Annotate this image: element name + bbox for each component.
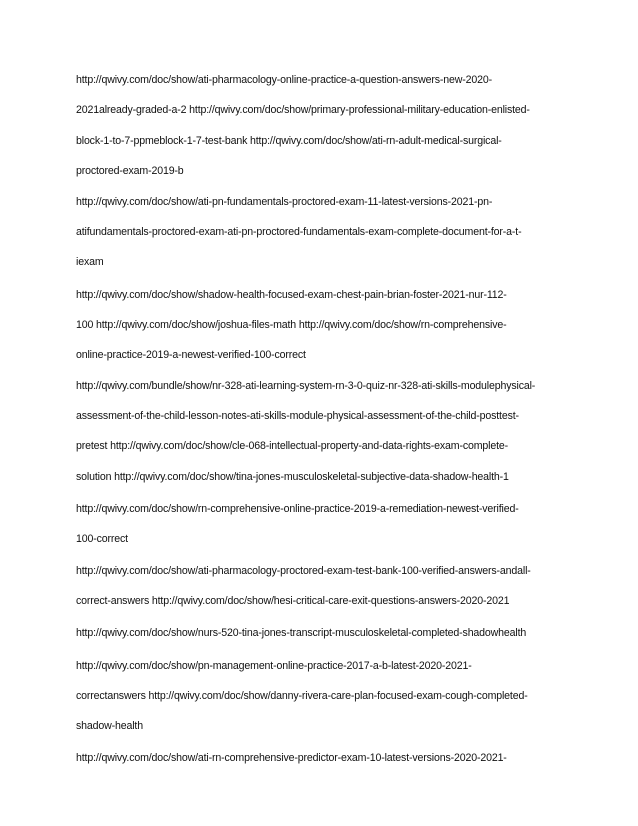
text-line: assessment-of-the-child-lesson-notes-ati-skills-module-physical-assessment-of-the-child-posttest- <box>76 410 519 422</box>
text-line: http://qwivy.com/doc/show/rn-comprehensive-online-practice-2019-a-remediation-newest-verified- <box>76 503 519 515</box>
text-line: proctored-exam-2019-b <box>76 165 184 177</box>
text-line: pretest http://qwivy.com/doc/show/cle-068-intellectual-property-and-data-rights-exam-complete- <box>76 440 509 452</box>
text-line: http://qwivy.com/doc/show/shadow-health-focused-exam-chest-pain-brian-foster-2021-nur-112- <box>76 289 507 301</box>
text-line: solution http://qwivy.com/doc/show/tina-jones-musculoskeletal-subjective-data-shadow-health-1 <box>76 471 509 483</box>
text-line: correctanswers http://qwivy.com/doc/show/danny-rivera-care-plan-focused-exam-cough-completed- <box>76 690 528 702</box>
text-line: http://qwivy.com/doc/show/ati-pn-fundamentals-proctored-exam-11-latest-versions-2021-pn- <box>76 196 493 208</box>
text-line: http://qwivy.com/bundle/show/nr-328-ati-learning-system-rn-3-0-quiz-nr-328-ati-skills-modulephysical- <box>76 380 536 392</box>
text-line: correct-answers http://qwivy.com/doc/show/hesi-critical-care-exit-questions-answers-2020-2021 <box>76 595 510 607</box>
text-line: http://qwivy.com/doc/show/pn-management-online-practice-2017-a-b-latest-2020-2021- <box>76 660 472 672</box>
text-line: 100-correct <box>76 533 128 545</box>
text-line: http://qwivy.com/doc/show/ati-rn-comprehensive-predictor-exam-10-latest-versions-2020-2021- <box>76 752 507 764</box>
text-line: http://qwivy.com/doc/show/nurs-520-tina-jones-transcript-musculoskeletal-completed-shadowhealth <box>76 627 527 639</box>
text-line: block-1-to-7-ppmeblock-1-7-test-bank http://qwivy.com/doc/show/ati-rn-adult-medical-surgical- <box>76 135 502 147</box>
text-line: 100 http://qwivy.com/doc/show/joshua-files-math http://qwivy.com/doc/show/rn-comprehensive- <box>76 319 507 331</box>
text-line: http://qwivy.com/doc/show/ati-pharmacology-proctored-exam-test-bank-100-verified-answers-andall- <box>76 565 531 577</box>
text-line: atifundamentals-proctored-exam-ati-pn-proctored-fundamentals-exam-complete-document-for-a-t- <box>76 226 522 238</box>
text-line: online-practice-2019-a-newest-verified-100-correct <box>76 349 306 361</box>
text-line: shadow-health <box>76 720 143 732</box>
text-line: 2021already-graded-a-2 http://qwivy.com/doc/show/primary-professional-military-education-enlisted- <box>76 104 530 116</box>
text-line: iexam <box>76 256 104 268</box>
text-line: http://qwivy.com/doc/show/ati-pharmacology-online-practice-a-question-answers-new-2020- <box>76 74 492 86</box>
